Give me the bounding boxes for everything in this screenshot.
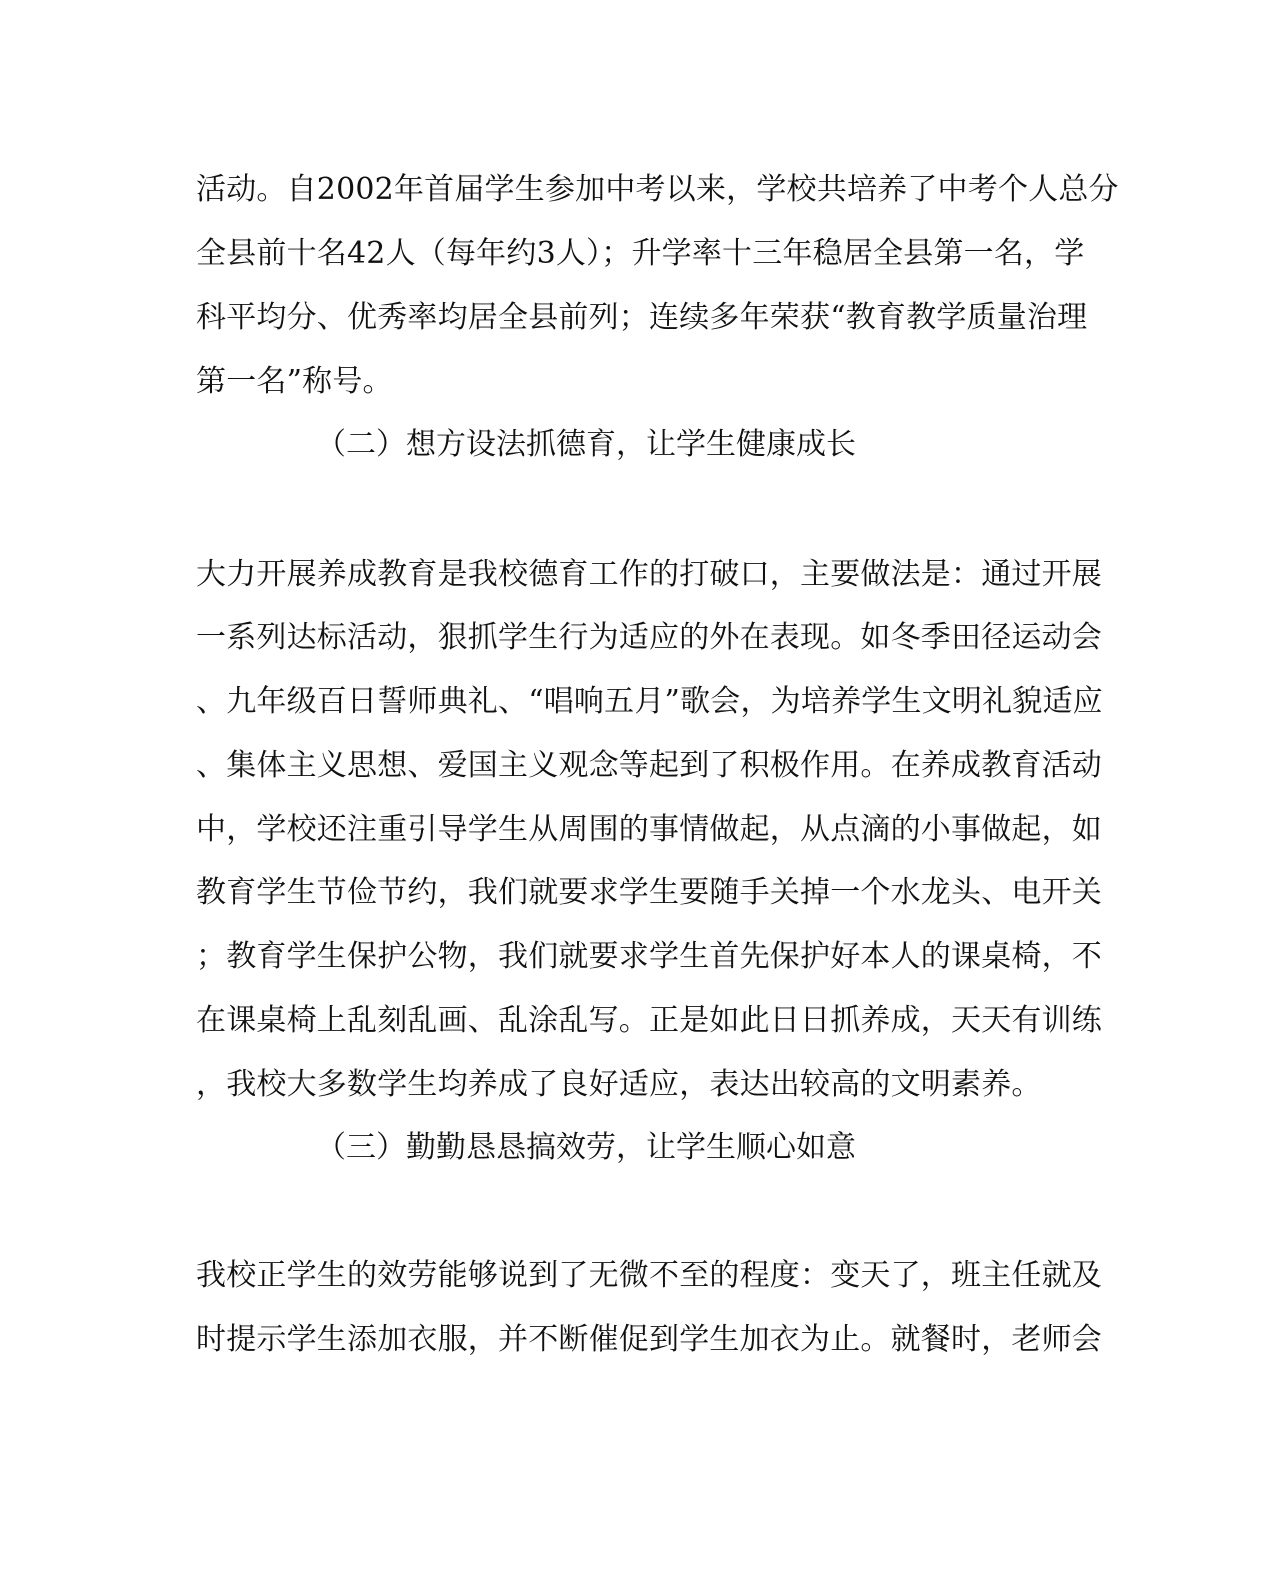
paragraph-2-line-9: ，我校大多数学生均养成了良好适应，表达出较高的文明素养。 xyxy=(196,1067,1042,1102)
paragraph-2-line-3: 、九年级百日誓师典礼、“唱响五月”歌会，为培养学生文明礼貌适应 xyxy=(196,684,1103,719)
paragraph-2-line-7: ；教育学生保护公物，我们就要求学生首先保护好本人的课桌椅，不 xyxy=(196,939,1102,974)
paragraph-1-line-2: 全县前十名42人（每年约3人）；升学率十三年稳居全县第一名，学 xyxy=(196,236,1085,271)
paragraph-1-line-1: 活动。自2002年首届学生参加中考以来，学校共培养了中考个人总分 xyxy=(196,172,1119,207)
paragraph-2-line-2: 一系列达标活动，狠抓学生行为适应的外在表现。如冬季田径运动会 xyxy=(196,620,1102,655)
paragraph-2-line-8: 在课桌椅上乱刻乱画、乱涂乱写。正是如此日日抓养成，天天有训练 xyxy=(196,1003,1102,1038)
paragraph-2-line-5: 中，学校还注重引导学生从周围的事情做起，从点滴的小事做起，如 xyxy=(196,812,1102,847)
section-heading-2: （二）想方设法抓德育，让学生健康成长 xyxy=(316,427,856,462)
section-heading-3: （三）勤勤恳恳搞效劳，让学生顺心如意 xyxy=(316,1130,856,1165)
paragraph-1-line-3: 科平均分、优秀率均居全县前列；连续多年荣获“教育教学质量治理 xyxy=(196,300,1088,335)
paragraph-2-line-6: 教育学生节俭节约，我们就要求学生要随手关掉一个水龙头、电开关 xyxy=(196,875,1102,910)
paragraph-3-line-1: 我校正学生的效劳能够说到了无微不至的程度：变天了，班主任就及 xyxy=(196,1258,1102,1293)
paragraph-2-line-4: 、集体主义思想、爱国主义观念等起到了积极作用。在养成教育活动 xyxy=(196,748,1102,783)
paragraph-1-line-4: 第一名”称号。 xyxy=(196,364,393,399)
paragraph-2-line-1: 大力开展养成教育是我校德育工作的打破口，主要做法是：通过开展 xyxy=(196,557,1102,592)
paragraph-3-line-2: 时提示学生添加衣服，并不断催促到学生加衣为止。就餐时，老师会 xyxy=(196,1322,1102,1357)
